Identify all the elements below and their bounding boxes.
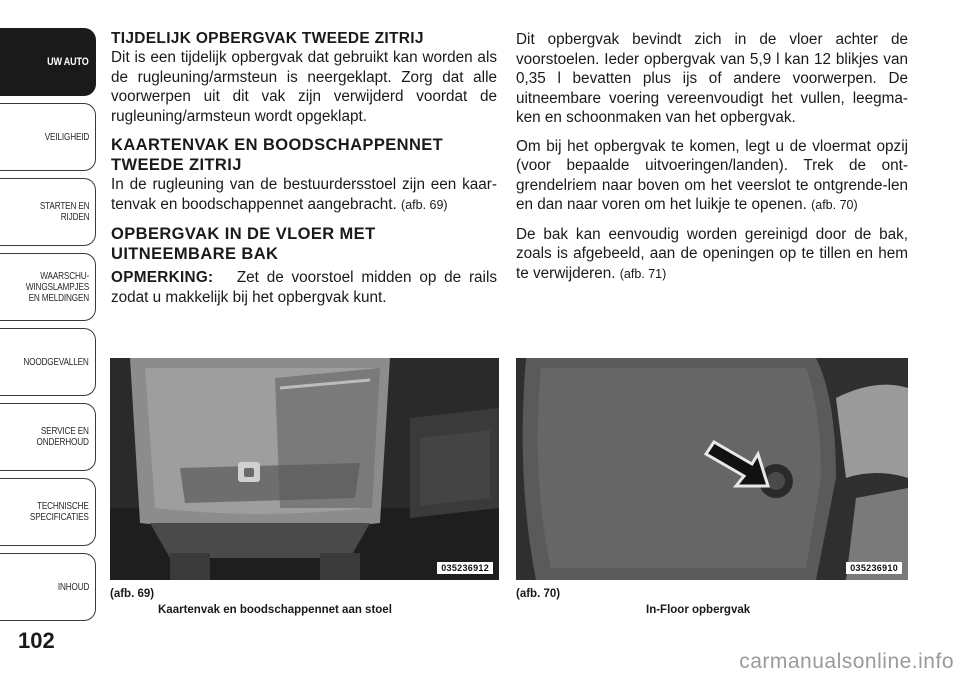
figure-reference-label: (afb. 69) [110, 588, 155, 600]
page-number: 102 [18, 628, 55, 653]
figure-code: 035236912 [437, 562, 493, 574]
section-heading: TIJDELIJK OPBERGVAK TWEEDE ZITRIJ [111, 30, 424, 47]
note-text: Zet de voorstoel midden op de rails zodat u makkelijk bij het opbergvak kunt. [111, 269, 497, 306]
section-body: Dit is een tijdelijk opbergvak dat gebruikt kan worden als de rugleuning/armsteun is neergeklapt. Zorg dat alle voorwerpen uit dit vak zijn verwijderd voordat de rugleuning/armsteun wordt opgeklapt. [111, 49, 497, 125]
figure-seatback-photo [110, 358, 499, 580]
figure-code: 035236910 [846, 562, 902, 574]
figure-floor-storage-photo [516, 358, 908, 580]
figure-reference-label: (afb. 70) [516, 588, 561, 600]
tab-label: TECHNISCHE SPECIFICATIES [30, 501, 89, 523]
tab-label: VEILIGHEID [44, 131, 89, 143]
section-body [111, 175, 497, 215]
seatback-illustration [110, 358, 499, 580]
section-heading: KAARTENVAK EN BOODSCHAPPENNET [111, 136, 444, 154]
paragraph [516, 225, 908, 285]
figure-reference[interactable]: (afb. 71) [619, 266, 667, 281]
section-text: In de rugleuning van de bestuurdersstoel zijn een kaar-tenvak en boodschappennet aangebracht. [111, 176, 497, 213]
section-heading-block [111, 135, 497, 175]
tab-noodgevallen[interactable] [0, 328, 96, 396]
figure-caption: In-Floor opbergvak [646, 604, 751, 616]
left-column [111, 30, 497, 316]
figure-reference[interactable]: (afb. 70) [811, 198, 858, 212]
section-heading: UITNEEMBARE BAK [111, 245, 279, 263]
tab-service-en-onderhoud[interactable] [0, 403, 96, 471]
tab-veiligheid[interactable] [0, 103, 96, 171]
section-heading: OPBERGVAK IN DE VLOER MET [111, 225, 376, 243]
tab-label: INHOUD [57, 581, 89, 593]
section-heading: TWEEDE ZITRIJ [111, 156, 242, 174]
tab-label: STARTEN EN RIJDEN [39, 201, 89, 223]
tab-waarschuwingslampjes[interactable] [0, 253, 96, 321]
paragraph [516, 137, 908, 216]
tab-label: UW AUTO [47, 55, 89, 68]
tab-label: WAARSCHU- WINGSLAMPJES EN MELDINGEN [25, 270, 89, 304]
note-paragraph [111, 268, 497, 307]
section-heading-block [111, 224, 497, 264]
figure-reference[interactable]: (afb. 69) [401, 197, 448, 212]
tab-inhoud[interactable] [0, 553, 96, 621]
paragraph: Dit opbergvak bevindt zich in de vloer achter de voorstoelen. Ieder opbergvak van 5,9 l kan 12 blikjes van 0,35 l bevatten plus ijs of andere voorwerpen. De uitneembare voering vereenvoudigt het vullen, leegma-ken en schoonmaken van het opbergvak. [516, 31, 908, 126]
tab-label: NOODGEVALLEN [23, 356, 89, 368]
tab-label: SERVICE EN ONDERHOUD [36, 426, 89, 448]
paragraph-text: De bak kan eenvoudig worden gereinigd door de bak, zoals is afgebeeld, aan de openingen op te tillen en hem te verwijderen. [516, 225, 908, 282]
tab-technische-specificaties[interactable] [0, 478, 96, 546]
tab-starten-en-rijden[interactable] [0, 178, 96, 246]
figure-caption: Kaartenvak en boodschappennet aan stoel [158, 604, 392, 616]
watermark: carmanualsonline.info [739, 650, 954, 673]
tab-uw-auto[interactable] [0, 28, 96, 96]
right-column [516, 30, 908, 293]
note-label: OPMERKING: [111, 269, 214, 286]
paragraph-text: Om bij het opbergvak te komen, legt u de vloermat opzij (voor bepaalde uitvoeringen/landen). Trek de ont-grendelriem naar boven om het veerslot te ontgrende-len en dan naar voren om het luikje te openen. [516, 137, 908, 213]
floor-storage-illustration [516, 358, 908, 580]
